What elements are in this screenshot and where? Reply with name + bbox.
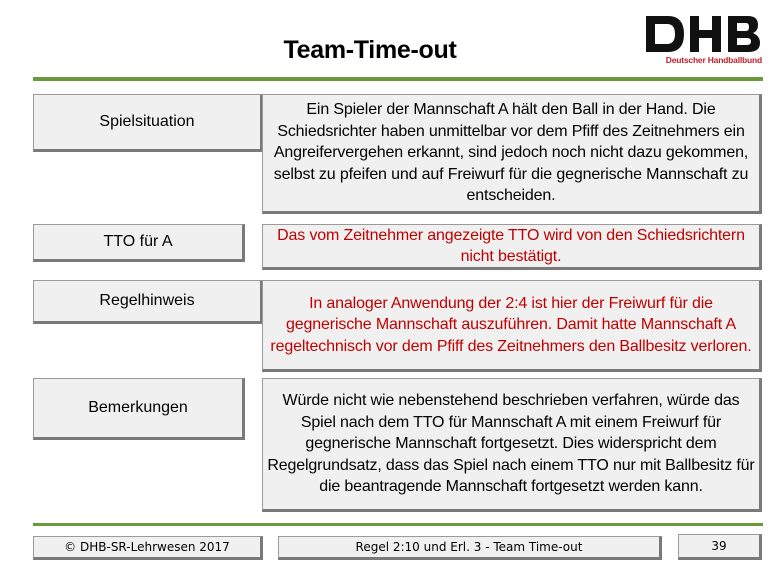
page-number: 39 <box>711 539 727 553</box>
text-box-tto <box>262 224 762 270</box>
text-box-regelhinweis <box>262 280 762 372</box>
row-text: Würde nicht wie nebenstehend beschrieben verfahren, würde das Spiel nach dem TTO für Mannschaft A mit einem Freiwurf für gegnerische Mannschaft fortgesetzt. Dies widerspricht dem Regelgrundsatz, dass das Spiel nach einem TTO nur mit Ballbesitz für die beantragende Mannschaft fortgesetzt werden kann. <box>267 392 755 496</box>
footer-rule-reference <box>278 536 662 560</box>
text-box-situation <box>262 94 762 214</box>
footer-rule-text: Regel 2:10 und Erl. 3 - Team Time-out <box>355 540 583 554</box>
row-label: Spielsituation <box>99 113 195 130</box>
row-text: In analoger Anwendung der 2:4 ist hier der Freiwurf für die gegnerische Mannschaft auszuführen. Damit hatte Mannschaft A regeltechnisch vor dem Pfiff des Zeitnehmers den Ballbesitz verloren. <box>270 294 752 355</box>
text-box-bemerkungen <box>262 378 762 512</box>
row-label: Bemerkungen <box>88 399 188 416</box>
row-text: Ein Spieler der Mannschaft A hält den Ball in der Hand. Die Schiedsrichter haben unmittelbar vor dem Pfiff des Zeitnehmers ein Angreifervergehen erkannt, sind jedoch noch nicht dazu gekommen, selbst zu pfeifen und auf Freiwurf für die gegnerische Mannschaft zu entscheiden. <box>273 101 749 205</box>
footer-divider <box>33 523 763 526</box>
row-label: TTO für A <box>103 233 173 250</box>
label-box-tto <box>33 224 245 262</box>
header-divider <box>33 77 763 81</box>
footer-page-number <box>678 534 762 560</box>
page-title: Team-Time-out <box>283 36 457 64</box>
logo-subtitle: Deutscher Handballbund <box>665 55 762 65</box>
row-text: Das vom Zeitnehmer angezeigte TTO wird von den Schiedsrichtern nicht bestätigt. <box>277 226 745 265</box>
footer-copyright <box>33 536 263 560</box>
footer-copyright-text: © DHB-SR-Lehrwesen 2017 <box>64 540 230 554</box>
label-box-bemerkungen <box>33 378 245 440</box>
label-box-regelhinweis <box>33 280 263 324</box>
label-box-situation <box>33 94 263 152</box>
row-label: Regelhinweis <box>99 292 195 309</box>
